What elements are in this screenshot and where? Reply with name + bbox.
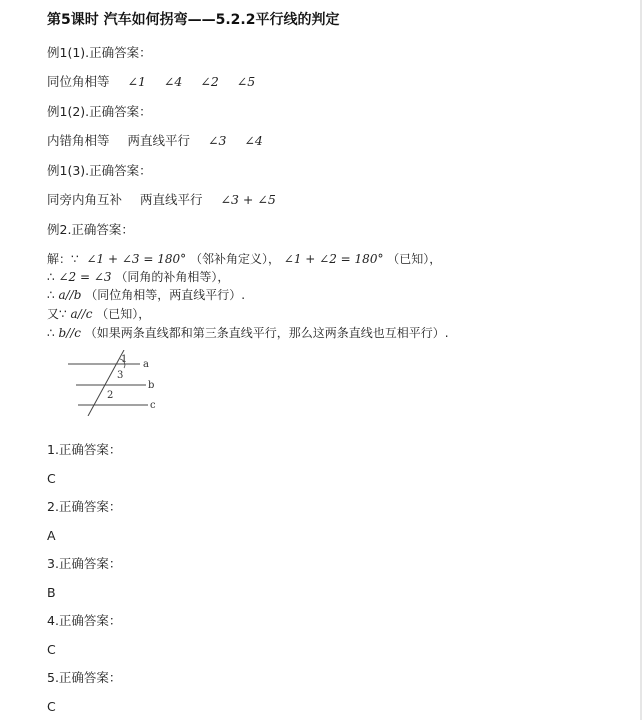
ex1-2-reason-1: 内错角相等 xyxy=(47,133,110,148)
ex2-l3-reason: （同位角相等，两直线平行）. xyxy=(85,288,246,302)
ex2-l1-prefix: 解：∵ xyxy=(47,252,79,266)
label-angle-3: 3 xyxy=(117,370,124,381)
answer-4-value: C xyxy=(47,642,56,657)
transversal-line xyxy=(88,350,124,416)
ex1-1-answer xyxy=(47,74,255,90)
answer-3-heading: 3.正确答案： xyxy=(47,556,122,571)
ex2-l4-prefix: 又∵ xyxy=(47,307,67,321)
ex1-1-angle-1: ∠1 xyxy=(127,74,146,89)
ex2-l2-reason: （同角的补角相等）， xyxy=(115,270,230,284)
ex2-line-3 xyxy=(47,287,245,303)
answer-5-value: C xyxy=(47,699,56,714)
answer-4-heading: 4.正确答案： xyxy=(47,613,122,628)
ex2-l5-eq: b//c xyxy=(58,326,81,340)
ex2-l4-reason: （已知）， xyxy=(96,307,151,321)
ex2-l5-prefix: ∴ xyxy=(47,326,55,340)
ex2-l1-reason-1: （邻补角定义）， xyxy=(189,252,280,266)
ex2-line-1 xyxy=(47,251,441,267)
ex1-1-heading: 例1(1).正确答案： xyxy=(47,45,152,60)
ex1-2-angle-2: ∠4 xyxy=(244,133,263,148)
ex2-l2-prefix: ∴ xyxy=(47,270,55,284)
ex2-line-5 xyxy=(47,325,449,341)
ex2-line-2 xyxy=(47,269,229,285)
label-angle-1: 1 xyxy=(121,354,128,365)
ex1-1-reason: 同位角相等 xyxy=(47,74,110,89)
answer-2-heading: 2.正确答案： xyxy=(47,499,122,514)
ex2-l5-reason: （如果两条直线都和第三条直线平行，那么这两条直线也互相平行）. xyxy=(84,326,449,340)
answer-2-value: A xyxy=(47,528,56,543)
ex2-line-4 xyxy=(47,306,150,322)
ex1-2-heading: 例1(2).正确答案： xyxy=(47,104,152,119)
ex1-3-expression: ∠3 + ∠5 xyxy=(220,192,276,207)
ex2-l2-eq: ∠2 = ∠3 xyxy=(58,270,112,284)
label-b: b xyxy=(148,380,155,391)
ex2-l1-reason-2: （已知）， xyxy=(387,252,442,266)
ex1-3-reason-1: 同旁内角互补 xyxy=(47,192,123,207)
page-title: 第5课时 汽车如何拐弯——5.2.2平行线的判定 xyxy=(47,12,340,28)
ex2-heading: 例2.正确答案： xyxy=(47,222,134,237)
ex2-l4-eq: a//c xyxy=(70,307,93,321)
ex1-2-angle-1: ∠3 xyxy=(208,133,227,148)
ex1-3-answer xyxy=(47,192,276,208)
answer-5-heading: 5.正确答案： xyxy=(47,670,122,685)
ex1-2-answer xyxy=(47,133,263,149)
label-a: a xyxy=(143,359,149,370)
ex1-3-reason-2: 两直线平行 xyxy=(140,192,203,207)
label-angle-2: 2 xyxy=(107,390,114,401)
answer-1-value: C xyxy=(47,471,56,486)
ex2-l3-prefix: ∴ xyxy=(47,288,55,302)
ex2-l1-eq-1: ∠1 + ∠3 = 180° xyxy=(86,252,187,266)
answer-1-heading: 1.正确答案： xyxy=(47,442,122,457)
ex1-1-angle-2: ∠4 xyxy=(163,74,183,89)
label-c: c xyxy=(150,400,156,411)
ex1-2-reason-2: 两直线平行 xyxy=(127,133,191,148)
ex1-3-heading: 例1(3).正确答案： xyxy=(47,163,152,178)
ex2-l3-eq: a//b xyxy=(58,288,82,302)
parallel-lines-figure xyxy=(62,350,172,416)
ex2-l1-eq-2: ∠1 + ∠2 = 180° xyxy=(283,252,384,266)
ex1-1-angle-4: ∠5 xyxy=(236,74,256,89)
answer-3-value: B xyxy=(47,585,56,600)
ex1-1-angle-3: ∠2 xyxy=(200,74,219,89)
